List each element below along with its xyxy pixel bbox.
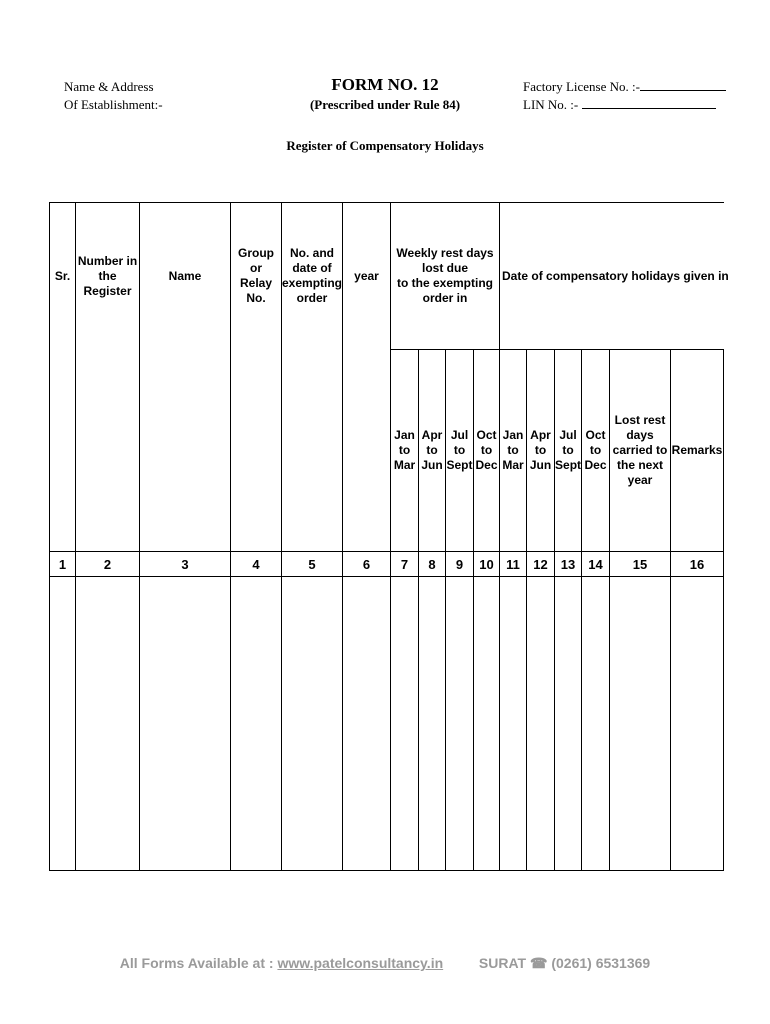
quarter-apr-jun-given: Apr to Jun (527, 350, 555, 552)
col-year-cont (343, 350, 391, 552)
phone-icon: ☎ (530, 955, 548, 971)
col-number: 2 (76, 552, 140, 577)
entry-cell-register-number[interactable] (76, 577, 140, 871)
col-name-cont (140, 350, 231, 552)
header-row (50, 203, 724, 350)
col-number: 5 (282, 552, 343, 577)
establishment-line2: Of Establishment:- (64, 97, 163, 112)
quarter-jan-mar-given: Jan to Mar (500, 350, 527, 552)
form-title: FORM NO. 12 (331, 75, 439, 94)
lin-line (523, 96, 726, 114)
entry-row (50, 577, 724, 871)
entry-cell-q4-given[interactable] (582, 577, 610, 871)
col-number: 14 (582, 552, 610, 577)
group-compensatory-holidays-header: Date of compensatory holidays given in (500, 203, 724, 350)
entry-cell-year[interactable] (343, 577, 391, 871)
entry-cell-sr[interactable] (50, 577, 76, 871)
col-number: 4 (231, 552, 282, 577)
footer (0, 955, 770, 972)
quarter-jan-mar-lost: Jan to Mar (391, 350, 419, 552)
quarter-oct-dec-lost: Oct to Dec (474, 350, 500, 552)
quarter-jul-sept-given: Jul to Sept (555, 350, 582, 552)
quarter-oct-dec-given: Oct to Dec (582, 350, 610, 552)
entry-cell-q2-given[interactable] (527, 577, 555, 871)
col-number: 9 (446, 552, 474, 577)
lin-blank (582, 96, 716, 109)
col-number: 8 (419, 552, 446, 577)
column-number-row (50, 552, 724, 577)
col-lost-days-carried-header: Lost rest days carried to the next year (610, 350, 671, 552)
col-number: 13 (555, 552, 582, 577)
col-name-header: Name (140, 203, 231, 350)
form-rule: (Prescribed under Rule 84) (309, 97, 461, 112)
col-order-cont (282, 350, 343, 552)
col-sr-cont (50, 350, 76, 552)
establishment-line1: Name & Address (64, 79, 154, 94)
entry-cell-q3-given[interactable] (555, 577, 582, 871)
entry-cell-q1-lost[interactable] (391, 577, 419, 871)
col-number: 6 (343, 552, 391, 577)
entry-cell-group[interactable] (231, 577, 282, 871)
form-heading (270, 74, 500, 114)
entry-cell-q2-lost[interactable] (419, 577, 446, 871)
col-number: 11 (500, 552, 527, 577)
col-group-header: Group or Relay No. (231, 203, 282, 350)
license-block (523, 78, 726, 114)
col-remarks-header: Remarks (671, 350, 724, 552)
col-sr-header: Sr. (50, 203, 76, 350)
col-number: 10 (474, 552, 500, 577)
register-table (49, 202, 729, 871)
footer-label: All Forms Available at : (119, 955, 274, 971)
col-group-cont (231, 350, 282, 552)
quarter-apr-jun-lost: Apr to Jun (419, 350, 446, 552)
group-rest-days-lost-header: Weekly rest days lost due to the exempting order in (391, 203, 500, 350)
entry-cell-name[interactable] (140, 577, 231, 871)
footer-website-link[interactable]: www.patelconsultancy.in (277, 955, 444, 971)
entry-cell-remarks[interactable] (671, 577, 724, 871)
col-year-header: year (343, 203, 391, 350)
footer-city: SURAT (478, 955, 527, 971)
col-register-number-header: Number in the Register (76, 203, 140, 350)
factory-license-line (523, 78, 726, 96)
entry-cell-q1-given[interactable] (500, 577, 527, 871)
col-order-header: No. and date of exempting order (282, 203, 343, 350)
entry-cell-order[interactable] (282, 577, 343, 871)
col-number: 3 (140, 552, 231, 577)
col-number: 7 (391, 552, 419, 577)
col-number: 15 (610, 552, 671, 577)
subheader-row (50, 350, 724, 552)
entry-cell-carried[interactable] (610, 577, 671, 871)
register-title: Register of Compensatory Holidays (286, 138, 484, 153)
establishment-label (64, 78, 163, 114)
col-register-number-cont (76, 350, 140, 552)
lin-label: LIN No. :- (523, 97, 579, 112)
col-number: 16 (671, 552, 724, 577)
col-number: 12 (527, 552, 555, 577)
footer-phone: (0261) 6531369 (551, 955, 651, 971)
entry-cell-q3-lost[interactable] (446, 577, 474, 871)
entry-cell-q4-lost[interactable] (474, 577, 500, 871)
quarter-jul-sept-lost: Jul to Sept (446, 350, 474, 552)
col-number: 1 (50, 552, 76, 577)
factory-license-blank (640, 78, 726, 91)
factory-license-label: Factory License No. :- (523, 79, 640, 94)
